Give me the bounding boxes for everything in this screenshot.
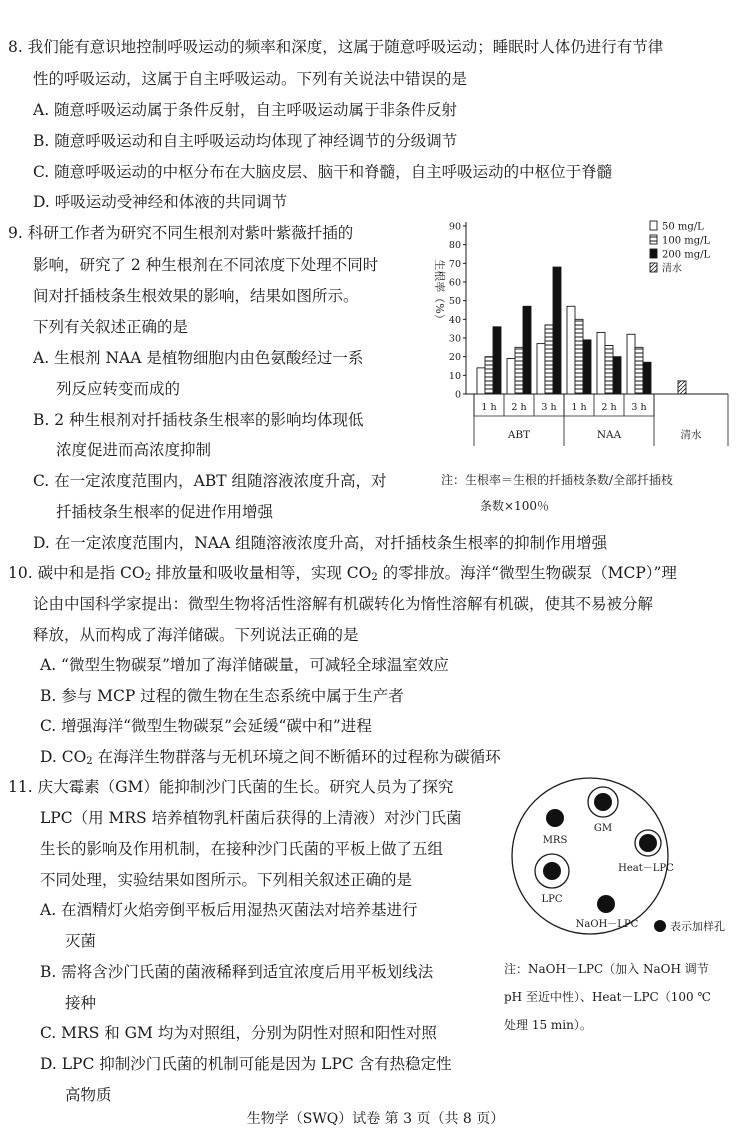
q11-stem-line-3: 生长的影响及作用机制，在接种沙门氏菌的平板上做了五组 xyxy=(40,840,444,858)
label-heat-lpc: Heat－LPC xyxy=(618,863,674,874)
q11-stem-line-1: 11. 庆大霉素（GM）能抑制沙门氏菌的生长。研究人员为了探究 xyxy=(8,778,454,796)
bar xyxy=(597,332,605,394)
q9-option-b-2: 浓度促进而高浓度抑制 xyxy=(56,441,212,459)
label-mrs: MRS xyxy=(542,835,568,846)
well-lpc xyxy=(543,862,561,880)
y-tick-label: 60 xyxy=(448,277,461,289)
q10-stem-line-3: 释放，从而构成了海洋储碳。下列说法正确的是 xyxy=(33,626,359,644)
well-legend-symbol xyxy=(654,920,666,932)
q11-diagram-note-3: 处理 15 min）。 xyxy=(504,1018,592,1032)
q10-option-b: B. 参与 MCP 过程的微生物在生态系统中属于生产者 xyxy=(40,687,404,705)
q11-stem-line-2: LPC（用 MRS 培养植物乳杆菌后获得的上清液）对沙门氏菌 xyxy=(40,809,462,827)
q9-option-a-2: 列反应转变而成的 xyxy=(56,380,181,398)
q8-stem-line-1: 8. 我们能有意识地控制呼吸运动的频率和深度，这属于随意呼吸运动；睡眠时人体仍进行有节律 xyxy=(8,38,664,56)
label-gm: GM xyxy=(593,823,613,834)
q9-option-c-1: C. 在一定浓度范围内，ABT 组随溶液浓度升高，对 xyxy=(33,472,387,490)
q11-option-b-1: B. 需将含沙门氏菌的菌液稀释到适宜浓度后用平板划线法 xyxy=(40,963,434,981)
y-tick-label: 20 xyxy=(448,352,461,364)
y-tick-label: 90 xyxy=(448,221,461,233)
label-lpc: LPC xyxy=(541,894,563,905)
y-tick-label: 40 xyxy=(448,314,461,326)
legend-label: 200 mg/L xyxy=(662,249,711,261)
q11-stem-line-4: 不同处理，实验结果如图所示。下列相关叙述正确的是 xyxy=(40,871,413,889)
petri-plate-diagram xyxy=(505,768,750,943)
bar xyxy=(553,267,561,394)
bar xyxy=(485,357,493,394)
x-tick-label: 3 h xyxy=(541,402,557,413)
label-naoh-lpc: NaOH－LPC xyxy=(575,919,639,930)
bar xyxy=(507,359,515,394)
legend-swatch xyxy=(650,235,657,244)
legend-swatch xyxy=(650,221,657,230)
well-mrs xyxy=(546,809,564,827)
x-tick-label: 1 h xyxy=(481,402,497,413)
y-tick-label: 30 xyxy=(448,333,461,345)
q11-option-c: C. MRS 和 GM 均为对照组，分别为阴性对照和阳性对照 xyxy=(40,1024,437,1042)
bar xyxy=(567,306,575,394)
q9-stem-line-2: 影响，研究了 2 种生根剂在不同浓度下处理不同时 xyxy=(33,256,379,274)
bar xyxy=(477,368,485,394)
q10-option-d: D. $CO_2$ 在海洋生物群落与无机环境之间不断循环的过程称为碳循环 xyxy=(40,748,501,767)
bar xyxy=(545,325,553,394)
x-tick-label: 3 h xyxy=(631,402,647,413)
bar xyxy=(523,306,531,394)
q11-option-a-2: 灭菌 xyxy=(65,932,97,950)
y-tick-label: 10 xyxy=(448,370,461,382)
legend-swatch xyxy=(650,263,657,272)
group-label: ABT xyxy=(507,429,531,441)
group-label: 清水 xyxy=(680,429,702,441)
q9-stem-line-4: 下列有关叙述正确的是 xyxy=(33,318,189,336)
bar xyxy=(583,340,591,394)
rooting-rate-bar-chart xyxy=(418,212,748,464)
y-tick-label: 0 xyxy=(454,389,461,401)
well-gm xyxy=(594,793,612,811)
q10-stem-line-2: 论由中国科学家提出：微型生物将活性溶解有机碳转化为惰性溶解有机碳，使其不易被分解 xyxy=(33,595,654,613)
y-axis-label: 生根率（%） xyxy=(433,259,446,325)
q11-option-d-2: 高物质 xyxy=(65,1086,112,1104)
bar xyxy=(493,327,501,394)
q8-option-b: B. 随意呼吸运动和自主呼吸运动均体现了神经调节的分级调节 xyxy=(33,132,458,150)
well-naoh-lpc xyxy=(597,895,615,913)
q10-option-a: A. “微型生物碳泵”增加了海洋储碳量，可减轻全球温室效应 xyxy=(40,656,449,674)
y-tick-label: 50 xyxy=(448,296,461,308)
group-label: NAA xyxy=(596,429,622,441)
bar xyxy=(678,381,686,394)
bar xyxy=(627,334,635,394)
q10-option-c: C. 增强海洋“微型生物碳泵”会延缓“碳中和”进程 xyxy=(40,717,372,735)
legend-swatch xyxy=(650,249,657,258)
y-tick-label: 70 xyxy=(448,258,461,270)
bar xyxy=(635,347,643,394)
legend-label: 清水 xyxy=(662,263,682,275)
q8-option-c: C. 随意呼吸运动的中枢分布在大脑皮层、脑干和脊髓，自主呼吸运动的中枢位于脊髓 xyxy=(33,163,613,181)
bar xyxy=(537,344,545,394)
bar xyxy=(605,345,613,394)
legend-label: 100 mg/L xyxy=(662,235,711,247)
q8-option-d: D. 呼吸运动受神经和体液的共同调节 xyxy=(33,193,288,211)
q11-option-d-1: D. LPC 抑制沙门氏菌的机制可能是因为 LPC 含有热稳定性 xyxy=(40,1055,452,1073)
q10-stem-line-1: 10. 碳中和是指 $CO_2$ 排放量和吸收量相等，实现 $CO_2$ 的零排放。海洋“微型生物碳泵（MCP）”理 xyxy=(8,564,677,583)
page-footer: 生物学（SWQ）试卷 第 3 页（共 8 页） xyxy=(246,1111,505,1127)
x-tick-label: 2 h xyxy=(601,402,617,413)
bar xyxy=(575,319,583,394)
bar xyxy=(643,362,651,394)
q8-option-a: A. 随意呼吸运动属于条件反射，自主呼吸运动属于非条件反射 xyxy=(33,101,458,119)
y-tick-label: 80 xyxy=(448,240,461,252)
q11-diagram-note-2: pH 至近中性）、Heat－LPC（100 ℃ xyxy=(504,990,711,1004)
legend-label: 50 mg/L xyxy=(662,221,704,233)
x-tick-label: 2 h xyxy=(511,402,527,413)
q8-stem-line-2: 性的呼吸运动，这属于自主呼吸运动。下列有关说法中错误的是 xyxy=(33,70,468,88)
q11-diagram-note-1: 注：NaOH－LPC（加入 NaOH 调节 xyxy=(504,962,709,976)
hole-legend-text: 表示加样孔 xyxy=(670,920,725,933)
q9-option-c-2: 扦插枝条生根率的促进作用增强 xyxy=(56,503,274,521)
q9-option-a-1: A. 生根剂 NAA 是植物细胞内由色氨酸经过一系 xyxy=(33,349,364,367)
q9-chart-note-1: 注：生根率＝生根的扦插枝条数/全部扦插枝 xyxy=(441,473,674,487)
q9-stem-line-1: 9. 科研工作者为研究不同生根剂对紫叶紫薇扦插的 xyxy=(8,224,354,242)
bar xyxy=(515,347,523,394)
well-heat-lpc xyxy=(639,834,657,852)
q9-option-d: D. 在一定浓度范围内，NAA 组随溶液浓度升高，对扦插枝条生根率的抑制作用增强 xyxy=(33,534,608,552)
x-tick-label: 1 h xyxy=(571,402,587,413)
q9-chart-note-2: 条数×100％ xyxy=(480,499,549,513)
q11-option-b-2: 接种 xyxy=(65,994,97,1012)
q11-option-a-1: A. 在酒精灯火焰旁倒平板后用湿热灭菌法对培养基进行 xyxy=(40,901,418,919)
q9-option-b-1: B. 2 种生根剂对扦插枝条生根率的影响均体现低 xyxy=(33,411,364,429)
bar xyxy=(613,357,621,394)
q9-stem-line-3: 间对扦插枝条生根效果的影响，结果如图所示。 xyxy=(33,287,359,305)
